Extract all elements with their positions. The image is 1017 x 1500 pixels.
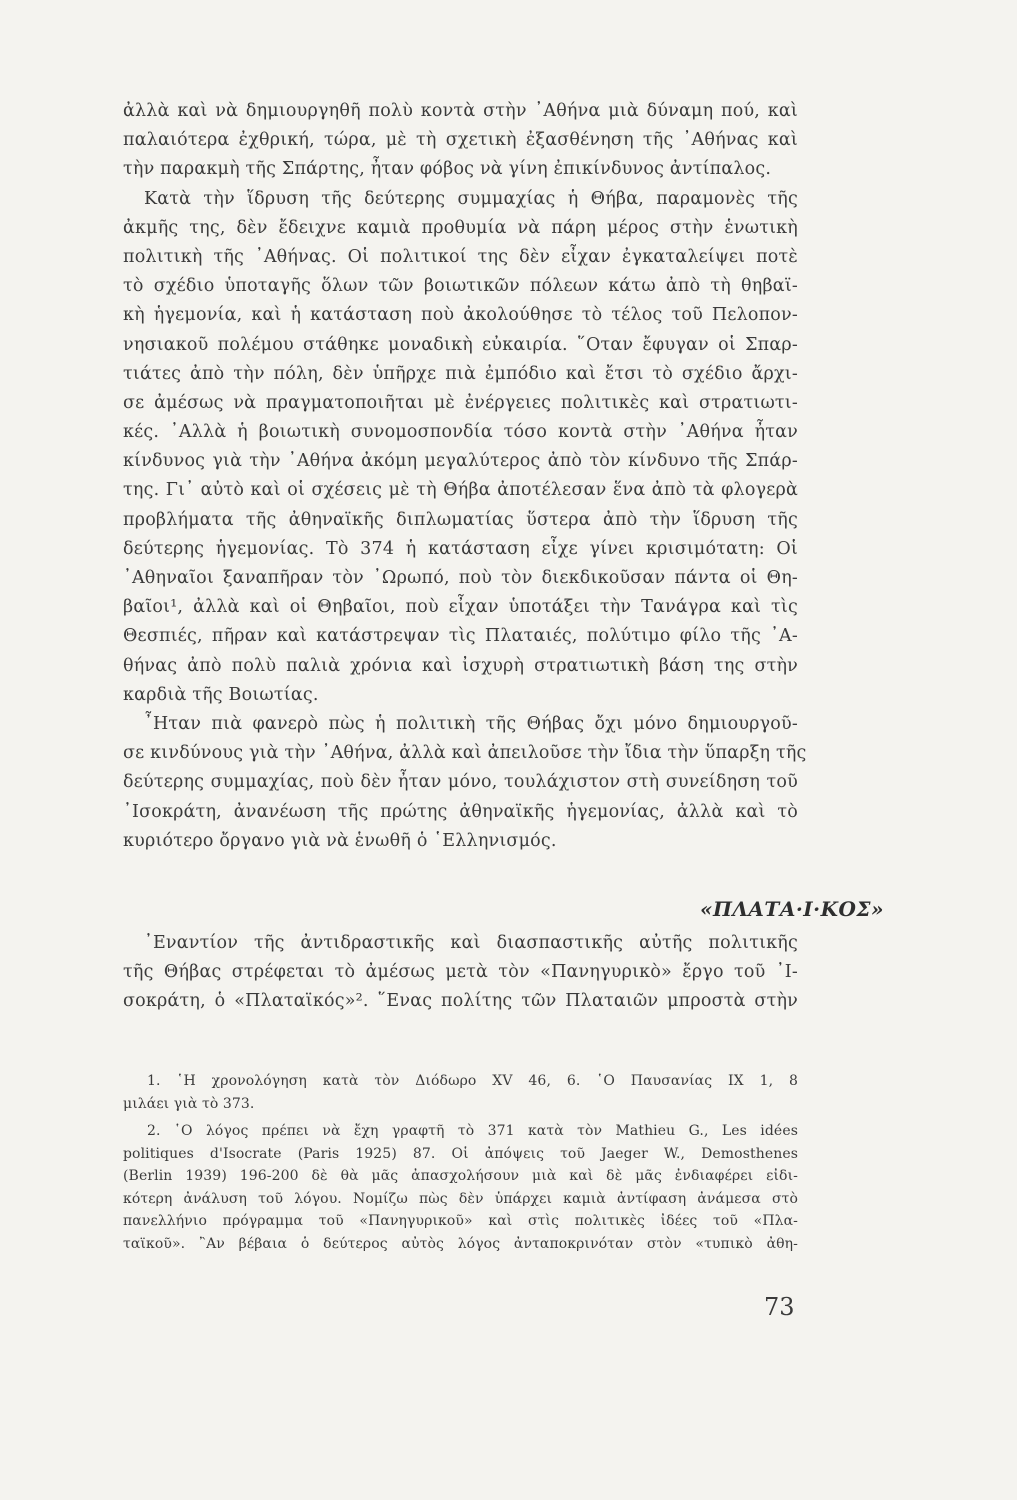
text-line: παλαιότερα ἐχθρική, τώρα, μὲ τὴ σχετικὴ ἐξασθένηση τῆς ᾿Αθήνας καὶ [123,130,798,151]
text-line: ῏Ηταν πιὰ φανερὸ πὼς ἡ πολιτικὴ τῆς Θήβας ὄχι μόνο δημιουργοῦ- [144,714,798,734]
text-line: ᾿Εναντίον τῆς ἀντιδραστικῆς καὶ διασπαστικῆς αὐτῆς πολιτικῆς [144,933,798,953]
footnote-line: πανελλήνιο πρόγραμμα τοῦ «Πανηγυρικοῦ» καὶ στὶς πολιτικὲς ἰδέες τοῦ «Πλα- [123,1213,798,1229]
page-number: 73 [764,1293,795,1321]
text-line: δεύτερης ἡγεμονίας. Τὸ 374 ἡ κατάσταση εἶχε γίνει κρισιμότατη: Οἱ [123,538,798,559]
text-line: βαῖοι¹, ἀλλὰ καὶ οἱ Θηβαῖοι, ποὺ εἶχαν ὑποτάξει τὴν Τανάγρα καὶ τὶς [123,597,798,618]
text-line: δεύτερης συμμαχίας, ποὺ δὲν ἦταν μόνο, τουλάχιστον στὴ συνείδηση τοῦ [123,772,798,793]
text-line: σε ἀμέσως νὰ πραγματοποιῆται μὲ ἐνέργειες πολιτικὲς καὶ στρατιωτι- [123,392,798,413]
text-line: Κατὰ τὴν ἵδρυση τῆς δεύτερης συμμαχίας ἡ Θήβα, παραμονὲς τῆς [144,188,798,209]
footnote-2 [123,1120,798,1255]
text-line: θήνας ἀπὸ πολὺ παλιὰ χρόνια καὶ ἰσχυρὴ στρατιωτικὴ βάση της στὴν [123,655,798,676]
text-line: τιάτες ἀπὸ τὴν πόλη, δὲν ὑπῆρχε πιὰ ἐμπόδιο καὶ ἔτσι τὸ σχέδιο ἄρχι- [123,363,798,384]
text-line: τὴν παρακμὴ τῆς Σπάρτης, ἦταν φόβος νὰ γίνη ἐπικίνδυνος ἀντίπαλος. [123,159,772,180]
paragraph-4 [123,929,798,1017]
text-line: κίνδυνος γιὰ τὴν ᾿Αθήνα ἀκόμη μεγαλύτερος ἀπὸ τὸν κίνδυνο τῆς Σπάρ- [123,451,798,472]
text-line: της. Γι᾿ αὐτὸ καὶ οἱ σχέσεις μὲ τὴ Θήβα ἀποτέλεσαν ἕνα ἀπὸ τὰ φλογερὰ [123,480,798,501]
footnote-line: 2. ῾Ο λόγος πρέπει νὰ ἔχη γραφτῆ τὸ 371 κατὰ τὸν Mathieu G., Les idées [147,1123,798,1139]
text-line: σε κινδύνους γιὰ τὴν ᾿Αθήνα, ἀλλὰ καὶ ἀπειλοῦσε τὴν ἴδια τὴν ὕπαρξη τῆς [123,743,807,764]
text-line: ᾿Αθηναῖοι ξαναπῆραν τὸν ᾿Ωρωπό, ποὺ τὸν διεκδικοῦσαν πάντα οἱ Θη- [123,568,798,589]
text-line: σοκράτη, ὁ «Πλαταϊκός»². ῞Ενας πολίτης τῶν Πλαταιῶν μπροστὰ στὴν [123,991,798,1012]
footnote-1 [123,1070,798,1115]
paragraph-3 [123,710,807,856]
text-line: τῆς Θήβας στρέφεται τὸ ἀμέσως μετὰ τὸν «Πανηγυρικὸ» ἔργο τοῦ ᾿Ι- [123,962,798,983]
text-line: κυριότερο ὄργανο γιὰ νὰ ἑνωθῆ ὁ ῾Ελληνισμός. [123,830,557,851]
footnote-line: μιλάει γιὰ τὸ 373. [123,1095,255,1112]
text-line: ἀκμῆς της, δὲν ἔδειχνε καμιὰ προθυμία νὰ πάρη μέρος στὴν ἑνωτικὴ [123,217,798,238]
text-line: καρδιὰ τῆς Βοιωτίας. [123,684,319,705]
text-line: τὸ σχέδιο ὑποταγῆς ὅλων τῶν βοιωτικῶν πόλεων κάτω ἀπὸ τὴ θηβαϊ- [123,276,798,297]
footnote-line: (Berlin 1939) 196-200 δὲ θὰ μᾶς ἀπασχολήσουν μιὰ καὶ δὲ μᾶς ἐνδιαφέρει εἰδι- [123,1168,798,1184]
text-line: πολιτικὴ τῆς ᾿Αθήνας. Οἱ πολιτικοί της δὲν εἶχαν ἐγκαταλείψει ποτὲ [123,246,798,267]
text-line: ἀλλὰ καὶ νὰ δημιουργηθῆ πολὺ κοντὰ στὴν ᾿Αθήνα μιὰ δύναμη πού, καὶ [123,101,798,121]
footnote-line: ταϊκοῦ». ῍Αν βέβαια ὁ δεύτερος αὐτὸς λόγος ἀνταποκρινόταν στὸν «τυπικὸ ἀθη- [123,1235,798,1252]
paragraph-1 [123,97,798,185]
text-line: κές. ᾿Αλλὰ ἡ βοιωτικὴ συνομοσπονδία τόσο κοντὰ στὴν ᾿Αθήνα ἦταν [123,422,798,443]
text-line: νησιακοῦ πολέμου στάθηκε μοναδικὴ εὐκαιρία. ῞Οταν ἔφυγαν οἱ Σπαρ- [123,334,798,355]
footnote-line: politiques d'Isocrate (Paris 1925) 87. Οἱ ἀπόψεις τοῦ Jaeger W., Demosthenes [123,1145,798,1162]
text-line: ᾿Ισοκράτη, ἀνανέωση τῆς πρώτης ἀθηναϊκῆς ἡγεμονίας, ἀλλὰ καὶ τὸ [123,801,798,822]
text-line: κὴ ἡγεμονία, καὶ ἡ κατάσταση ποὺ ἀκολούθησε τὸ τέλος τοῦ Πελοπον- [123,305,798,326]
footnote-line: κότερη ἀνάλυση τοῦ λόγου. Νομίζω πὼς δὲν ὑπάρχει καμιὰ ἀντίφαση ἀνάμεσα στὸ [123,1190,798,1207]
section-heading: «ΠΛΑΤΑ·Ι·ΚΟΣ» [700,897,885,921]
text-line: προβλήματα τῆς ἀθηναϊκῆς διπλωματίας ὕστερα ἀπὸ τὴν ἵδρυση τῆς [123,509,798,530]
footnote-line: 1. ῾Η χρονολόγηση κατὰ τὸν Διόδωρο XV 46, 6. ῾Ο Παυσανίας IX 1, 8 [147,1073,798,1089]
paragraph-2 [123,185,798,710]
text-line: Θεσπιές, πῆραν καὶ κατάστρεψαν τὶς Πλαταιές, πολύτιμο φίλο τῆς ᾿Α- [123,626,798,647]
